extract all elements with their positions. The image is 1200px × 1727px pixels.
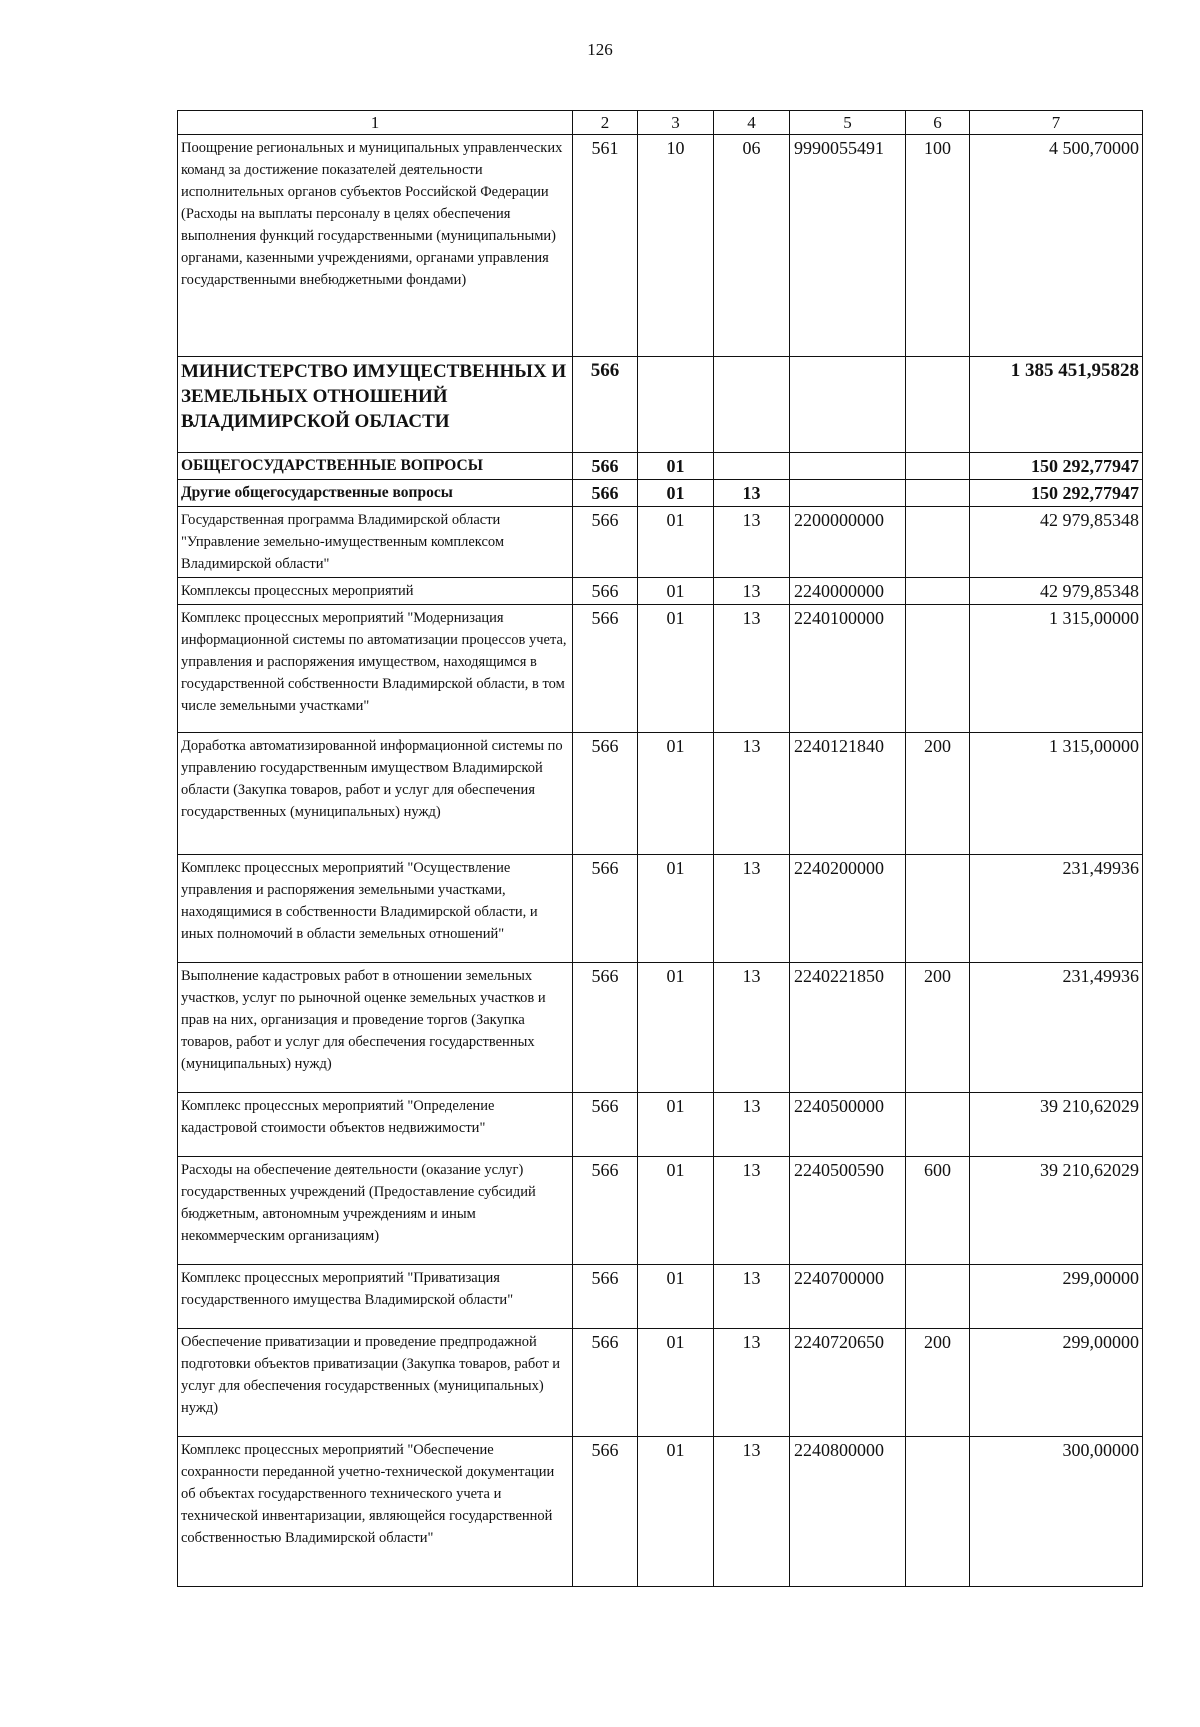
table-row	[178, 578, 1143, 605]
row-amount: 1 315,00000	[970, 605, 1143, 733]
budget-table	[177, 110, 1143, 1587]
row-expense-type	[906, 480, 970, 507]
row-grbs: 566	[573, 357, 638, 453]
row-section: 10	[638, 135, 714, 357]
row-grbs: 566	[573, 605, 638, 733]
row-amount: 299,00000	[970, 1265, 1143, 1329]
row-amount: 42 979,85348	[970, 507, 1143, 578]
row-target-article: 2240720650	[790, 1329, 906, 1437]
row-subsection: 13	[714, 507, 790, 578]
column-header: 2	[573, 111, 638, 135]
row-subsection: 13	[714, 578, 790, 605]
page-number: 126	[587, 40, 613, 59]
row-amount: 300,00000	[970, 1437, 1143, 1587]
row-name: Выполнение кадастровых работ в отношении земельных участков, услуг по рыночной оценке земельных участков и прав на них, организация и проведение торгов (Закупка товаров, работ и услуг для обеспечения государственных (муниципальных) нужд)	[178, 963, 573, 1093]
column-header: 3	[638, 111, 714, 135]
row-amount: 4 500,70000	[970, 135, 1143, 357]
row-grbs: 566	[573, 963, 638, 1093]
row-section	[638, 357, 714, 453]
row-target-article: 2240500000	[790, 1093, 906, 1157]
table-row	[178, 1329, 1143, 1437]
row-name: МИНИСТЕРСТВО ИМУЩЕСТВЕННЫХ И ЗЕМЕЛЬНЫХ ОТНОШЕНИЙ ВЛАДИМИРСКОЙ ОБЛАСТИ	[178, 357, 573, 453]
row-name: Комплекс процессных мероприятий "Обеспечение сохранности переданной учетно-технической документации об объектах государственного технического учета и технической инвентаризации, являющейся государственной собственностью Владимирской области"	[178, 1437, 573, 1587]
row-expense-type: 200	[906, 1329, 970, 1437]
row-subsection: 13	[714, 480, 790, 507]
row-amount: 299,00000	[970, 1329, 1143, 1437]
table-row	[178, 1265, 1143, 1329]
row-amount: 231,49936	[970, 855, 1143, 963]
row-subsection: 13	[714, 605, 790, 733]
row-subsection: 13	[714, 733, 790, 855]
row-section: 01	[638, 963, 714, 1093]
row-grbs: 566	[573, 855, 638, 963]
row-section: 01	[638, 733, 714, 855]
column-header: 4	[714, 111, 790, 135]
row-expense-type	[906, 855, 970, 963]
row-expense-type: 200	[906, 733, 970, 855]
row-expense-type	[906, 357, 970, 453]
row-expense-type	[906, 605, 970, 733]
table-row	[178, 357, 1143, 453]
row-target-article: 2240221850	[790, 963, 906, 1093]
row-grbs: 566	[573, 1093, 638, 1157]
column-number-row	[178, 111, 1143, 135]
table-row	[178, 135, 1143, 357]
row-subsection	[714, 357, 790, 453]
table-row	[178, 453, 1143, 480]
row-expense-type	[906, 578, 970, 605]
row-section: 01	[638, 1093, 714, 1157]
table-row	[178, 1093, 1143, 1157]
row-amount: 39 210,62029	[970, 1157, 1143, 1265]
row-target-article: 2240800000	[790, 1437, 906, 1587]
row-target-article	[790, 453, 906, 480]
table-row	[178, 480, 1143, 507]
row-expense-type	[906, 507, 970, 578]
row-expense-type	[906, 453, 970, 480]
table-row	[178, 1157, 1143, 1265]
row-amount: 39 210,62029	[970, 1093, 1143, 1157]
row-amount: 1 315,00000	[970, 733, 1143, 855]
row-subsection: 13	[714, 855, 790, 963]
row-subsection: 06	[714, 135, 790, 357]
row-amount: 42 979,85348	[970, 578, 1143, 605]
row-amount: 150 292,77947	[970, 480, 1143, 507]
row-amount: 231,49936	[970, 963, 1143, 1093]
row-subsection: 13	[714, 1157, 790, 1265]
table-row	[178, 1437, 1143, 1587]
row-expense-type	[906, 1265, 970, 1329]
row-name: Обеспечение приватизации и проведение предпродажной подготовки объектов приватизации (Закупка товаров, работ и услуг для обеспечения государственных (муниципальных) нужд)	[178, 1329, 573, 1437]
row-name: Поощрение региональных и муниципальных управленческих команд за достижение показателей деятельности исполнительных органов субъектов Российской Федерации (Расходы на выплаты персоналу в целях обеспечения выполнения функций государственными (муниципальными) органами, казенными учреждениями, органами управления государственными внебюджетными фондами)	[178, 135, 573, 357]
row-amount: 1 385 451,95828	[970, 357, 1143, 453]
row-section: 01	[638, 453, 714, 480]
row-name: Комплекс процессных мероприятий "Определение кадастровой стоимости объектов недвижимости"	[178, 1093, 573, 1157]
column-header: 7	[970, 111, 1143, 135]
row-target-article: 2240200000	[790, 855, 906, 963]
row-name: Расходы на обеспечение деятельности (оказание услуг) государственных учреждений (Предоставление субсидий бюджетным, автономным учреждениям и иным некоммерческим организациям)	[178, 1157, 573, 1265]
row-subsection: 13	[714, 1093, 790, 1157]
row-subsection: 13	[714, 1265, 790, 1329]
row-target-article: 2240700000	[790, 1265, 906, 1329]
row-section: 01	[638, 480, 714, 507]
row-amount: 150 292,77947	[970, 453, 1143, 480]
row-expense-type	[906, 1093, 970, 1157]
row-target-article: 2240100000	[790, 605, 906, 733]
row-name: Доработка автоматизированной информационной системы по управлению государственным имуществом Владимирской области (Закупка товаров, работ и услуг для обеспечения государственных (муниципальных) нужд)	[178, 733, 573, 855]
row-subsection: 13	[714, 1437, 790, 1587]
row-subsection: 13	[714, 963, 790, 1093]
row-target-article: 2200000000	[790, 507, 906, 578]
row-section: 01	[638, 1437, 714, 1587]
table-row	[178, 855, 1143, 963]
row-grbs: 566	[573, 1329, 638, 1437]
row-section: 01	[638, 1265, 714, 1329]
row-expense-type: 100	[906, 135, 970, 357]
row-name: Комплекс процессных мероприятий "Модернизация информационной системы по автоматизации процессов учета, управления и распоряжения имуществом, находящимся в государственной собственности Владимирской области, в том числе земельными участками"	[178, 605, 573, 733]
column-header: 6	[906, 111, 970, 135]
row-section: 01	[638, 578, 714, 605]
row-target-article	[790, 480, 906, 507]
row-target-article: 2240121840	[790, 733, 906, 855]
row-section: 01	[638, 605, 714, 733]
row-name: Комплексы процессных мероприятий	[178, 578, 573, 605]
row-grbs: 566	[573, 733, 638, 855]
row-expense-type	[906, 1437, 970, 1587]
table-row	[178, 963, 1143, 1093]
row-grbs: 561	[573, 135, 638, 357]
table-row	[178, 605, 1143, 733]
row-grbs: 566	[573, 453, 638, 480]
row-target-article: 2240500590	[790, 1157, 906, 1265]
row-name: Комплекс процессных мероприятий "Приватизация государственного имущества Владимирской области"	[178, 1265, 573, 1329]
row-grbs: 566	[573, 1157, 638, 1265]
row-target-article: 9990055491	[790, 135, 906, 357]
row-section: 01	[638, 1329, 714, 1437]
row-subsection: 13	[714, 1329, 790, 1437]
row-grbs: 566	[573, 578, 638, 605]
row-name: Государственная программа Владимирской области "Управление земельно-имущественным комплексом Владимирской области"	[178, 507, 573, 578]
row-grbs: 566	[573, 480, 638, 507]
row-name: ОБЩЕГОСУДАРСТВЕННЫЕ ВОПРОСЫ	[178, 453, 573, 480]
column-header: 1	[178, 111, 573, 135]
row-grbs: 566	[573, 1265, 638, 1329]
row-target-article	[790, 357, 906, 453]
row-target-article: 2240000000	[790, 578, 906, 605]
row-expense-type: 600	[906, 1157, 970, 1265]
row-section: 01	[638, 507, 714, 578]
row-expense-type: 200	[906, 963, 970, 1093]
row-section: 01	[638, 855, 714, 963]
row-grbs: 566	[573, 507, 638, 578]
row-subsection	[714, 453, 790, 480]
row-grbs: 566	[573, 1437, 638, 1587]
table-row	[178, 733, 1143, 855]
row-name: Комплекс процессных мероприятий "Осуществление управления и распоряжения земельными участками, находящимися в собственности Владимирской области, и иных полномочий в области земельных отношений"	[178, 855, 573, 963]
row-name: Другие общегосударственные вопросы	[178, 480, 573, 507]
row-section: 01	[638, 1157, 714, 1265]
column-header: 5	[790, 111, 906, 135]
table-row	[178, 507, 1143, 578]
